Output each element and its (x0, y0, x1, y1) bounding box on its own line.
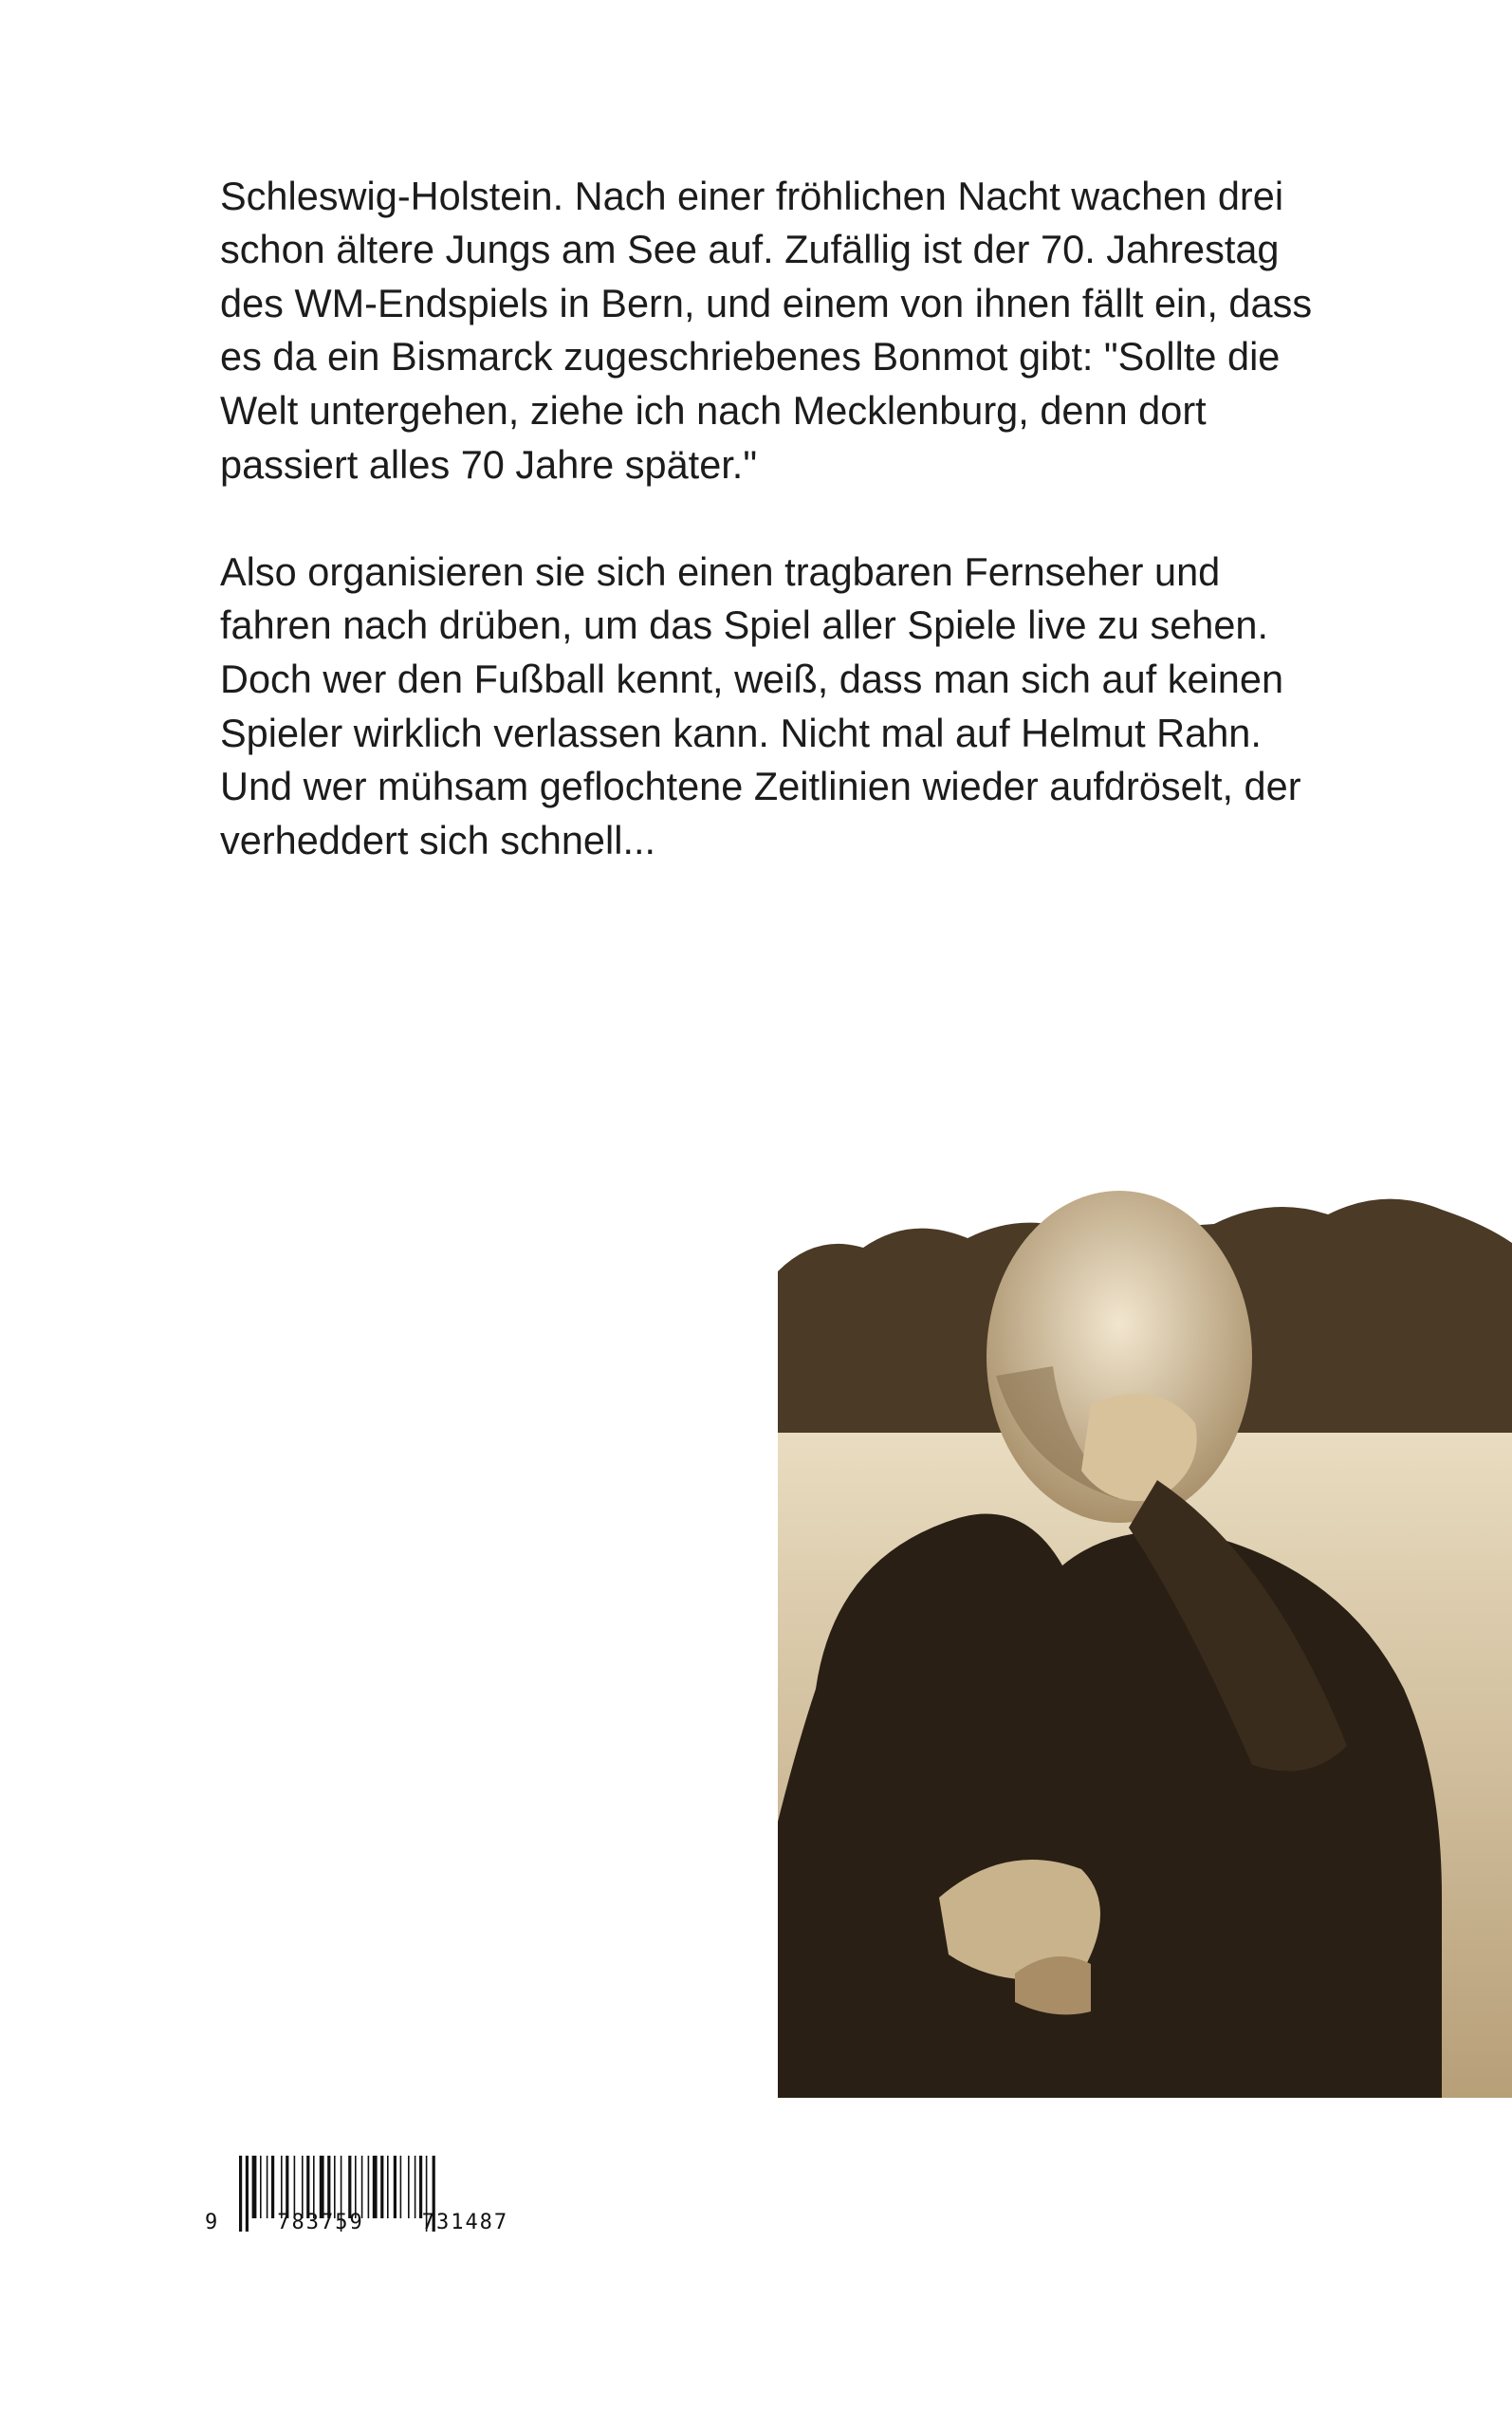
barcode-bar (387, 2156, 389, 2218)
barcode-bar (415, 2156, 416, 2218)
barcode-bar (327, 2156, 330, 2218)
barcode-bar (271, 2156, 274, 2218)
barcode-bar (252, 2156, 257, 2218)
barcode-bar (334, 2156, 336, 2218)
barcode-bar (419, 2156, 422, 2218)
isbn-group-2: 731487 (421, 2211, 509, 2234)
barcode-bar (368, 2156, 370, 2218)
author-photo (778, 1158, 1512, 2098)
barcode-bar (294, 2156, 296, 2218)
barcode-bar (408, 2156, 410, 2218)
isbn-group-1: 783759 (277, 2211, 364, 2234)
isbn-digits (205, 2211, 508, 2234)
barcode-bar (373, 2156, 378, 2218)
barcode-bar (306, 2156, 309, 2218)
barcode-bar (394, 2156, 396, 2218)
barcode-bar (313, 2156, 315, 2218)
barcode-bar (355, 2156, 357, 2218)
blurb-paragraph-2: Also organisieren sie sich einen tragbaren Fernseher und fahren nach drüben, um das Spiel aller Spiele live zu sehen. Doch wer den Fußball kennt, weiß, dass man sich auf keinen Spieler wirklich verlassen kann. Nicht mal auf Helmut Rahn. Und wer mühsam geflochtene Zeitlinien wieder aufdröselt, der verheddert sich schnell... (220, 548, 1301, 862)
barcode-bar (320, 2156, 324, 2218)
isbn-barcode (205, 2154, 527, 2249)
barcode-bar (348, 2156, 351, 2218)
barcode-bar (267, 2156, 268, 2218)
barcode-bar (302, 2156, 304, 2218)
barcode-bar (380, 2156, 383, 2218)
blurb-paragraph-1: Schleswig-Holstein. Nach einer fröhlichen Nacht wachen drei schon ältere Jungs am See auf. Zufällig ist der 70. Jahrestag des WM-Endspiels in Bern, und einem von ihnen fällt ein, dass es da ein Bismarck zugeschriebenes Bonmot gibt: "Sollte die Welt untergehen, ziehe ich nach Mecklenburg, denn dort passiert alles 70 Jahre später." (220, 173, 1313, 487)
barcode-bar (286, 2156, 288, 2218)
barcode-bar (400, 2156, 402, 2218)
barcode-bar (361, 2156, 363, 2218)
back-cover-blurb (220, 116, 1339, 921)
barcode-bar (260, 2156, 262, 2218)
isbn-lead-digit: 9 (205, 2211, 220, 2234)
barcode-bar (281, 2156, 283, 2218)
